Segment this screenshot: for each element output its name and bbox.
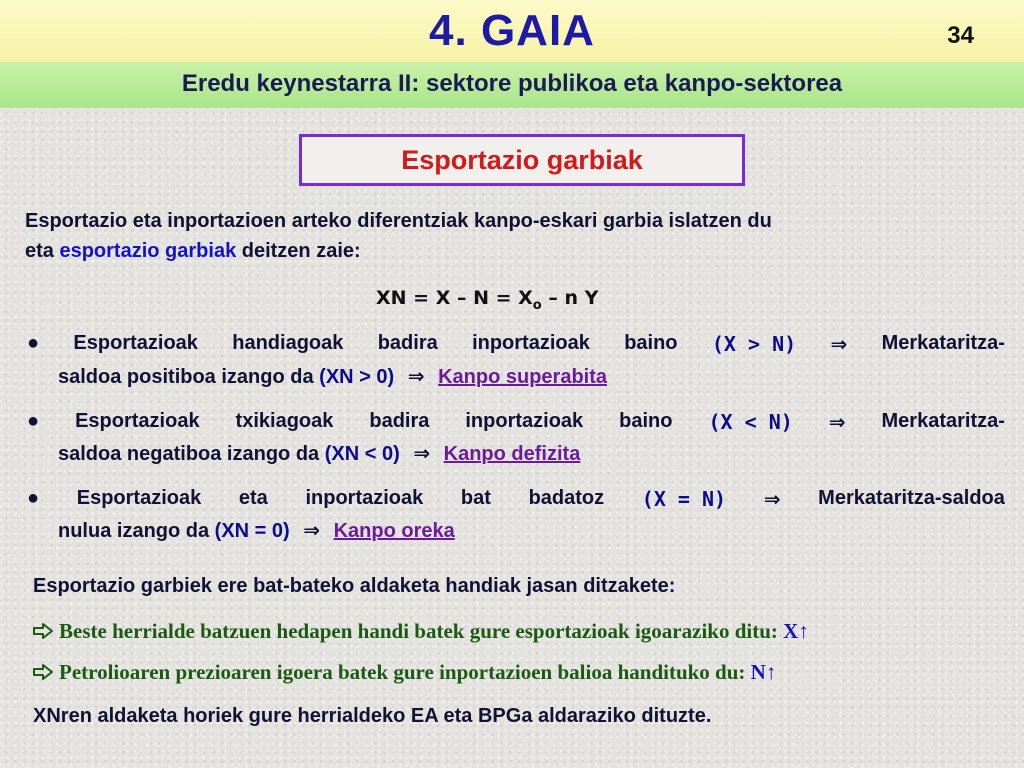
bullet-word: badatoz bbox=[528, 487, 605, 509]
change-item-text: Petrolioaren prezioaren igoera batek gure inportazioen balioa handituko du: bbox=[59, 660, 751, 684]
bullet-1-line-1 bbox=[27, 332, 1005, 356]
intro-line-2 bbox=[25, 240, 361, 263]
bullet-word: baino bbox=[624, 332, 678, 354]
bullet-condition: (X = N) bbox=[641, 487, 727, 511]
bullet-2-line-2 bbox=[58, 441, 580, 466]
bullet-word: badira bbox=[377, 332, 438, 354]
change-item-effect: N↑ bbox=[750, 660, 777, 684]
intro-line-1: Esportazio eta inportazioen arteko diferentziak kanpo-eskari garbia islatzen du bbox=[25, 210, 772, 232]
slide-subtitle: Eredu keynestarra II: sektore publikoa eta kanpo-sektorea bbox=[181, 70, 843, 97]
intro-text-end: deitzen zaie: bbox=[236, 240, 361, 262]
bullet-condition: (XN < 0) bbox=[324, 443, 400, 465]
bullet-word: inportazioak bbox=[472, 332, 590, 354]
kanpo-defizita-link[interactable]: Kanpo defizita bbox=[443, 443, 581, 465]
implies-arrow-icon: ⇒ bbox=[828, 410, 846, 434]
bullet-text: nulua izango da bbox=[58, 520, 215, 542]
bullet-marker: ● bbox=[27, 410, 40, 432]
kanpo-superabita-link[interactable]: Kanpo superabita bbox=[438, 366, 607, 388]
equation-subscript: o bbox=[532, 297, 542, 313]
bullet-word: txikiagoak bbox=[235, 410, 334, 432]
intro-term: esportazio garbiak bbox=[59, 240, 237, 262]
bullet-word: eta bbox=[238, 487, 268, 509]
equation-rhs: – n Y bbox=[541, 287, 599, 309]
implies-arrow-icon: ⇒ bbox=[830, 332, 848, 356]
section-title-box: Esportazio garbiak bbox=[299, 134, 745, 186]
bullet-word: inportazioak bbox=[305, 487, 424, 509]
bullet-1-line-2 bbox=[58, 364, 607, 389]
implies-arrow-icon: ⇒ bbox=[407, 364, 425, 388]
bullet-word: handiagoak bbox=[232, 332, 344, 354]
bullet-result: Merkataritza- bbox=[881, 332, 1005, 354]
change-item-text: Beste herrialde batzuen hedapen handi batek gure esportazioak igoaraziko ditu: bbox=[59, 619, 784, 643]
bullet-condition: (XN = 0) bbox=[214, 520, 290, 542]
equation-lhs: XN = X – N = X bbox=[376, 287, 533, 309]
bullet-word: badira bbox=[369, 410, 430, 432]
bullet-text: saldoa positiboa izango da bbox=[58, 366, 320, 388]
bullet-3-line-2 bbox=[58, 518, 455, 543]
bullet-2-line-1 bbox=[27, 410, 1005, 434]
bullet-word: bat bbox=[460, 487, 491, 509]
hollow-right-arrow-icon bbox=[33, 664, 53, 680]
bullet-word: Esportazioak bbox=[73, 332, 198, 354]
change-item-1 bbox=[33, 619, 809, 644]
bullet-condition: (X > N) bbox=[711, 332, 797, 356]
hollow-right-arrow-icon bbox=[33, 623, 53, 639]
change-item-2 bbox=[33, 660, 776, 685]
conclusion-text: XNren aldaketa horiek gure herrialdeko EA eta BPGa aldaraziko dituzte. bbox=[33, 705, 712, 727]
kanpo-oreka-link[interactable]: Kanpo oreka bbox=[333, 520, 455, 542]
bullet-condition: (XN > 0) bbox=[319, 366, 395, 388]
slide-title: 4. GAIA bbox=[429, 6, 595, 55]
bullet-result: Merkataritza- bbox=[881, 410, 1005, 432]
bullet-marker: ● bbox=[27, 332, 40, 354]
page-number: 34 bbox=[947, 22, 974, 49]
bullet-word: Esportazioak bbox=[76, 487, 202, 509]
bullet-word: inportazioak bbox=[465, 410, 584, 432]
bullet-condition: (X < N) bbox=[708, 410, 793, 434]
bullet-3-line-1 bbox=[27, 487, 1005, 511]
implies-arrow-icon: ⇒ bbox=[763, 487, 781, 511]
implies-arrow-icon: ⇒ bbox=[413, 441, 431, 465]
implies-arrow-icon: ⇒ bbox=[303, 518, 321, 542]
net-exports-equation bbox=[376, 287, 598, 313]
bullet-text: saldoa negatiboa izango da bbox=[58, 443, 325, 465]
bullet-word: baino bbox=[619, 410, 673, 432]
intro-text: eta bbox=[25, 240, 60, 262]
changes-heading: Esportazio garbiek ere bat-bateko aldaketa handiak jasan ditzakete: bbox=[33, 575, 676, 597]
change-item-effect: X↑ bbox=[783, 619, 809, 643]
bullet-word: Esportazioak bbox=[75, 410, 200, 432]
bullet-marker: ● bbox=[27, 487, 40, 509]
bullet-result: Merkataritza-saldoa bbox=[818, 487, 1005, 509]
